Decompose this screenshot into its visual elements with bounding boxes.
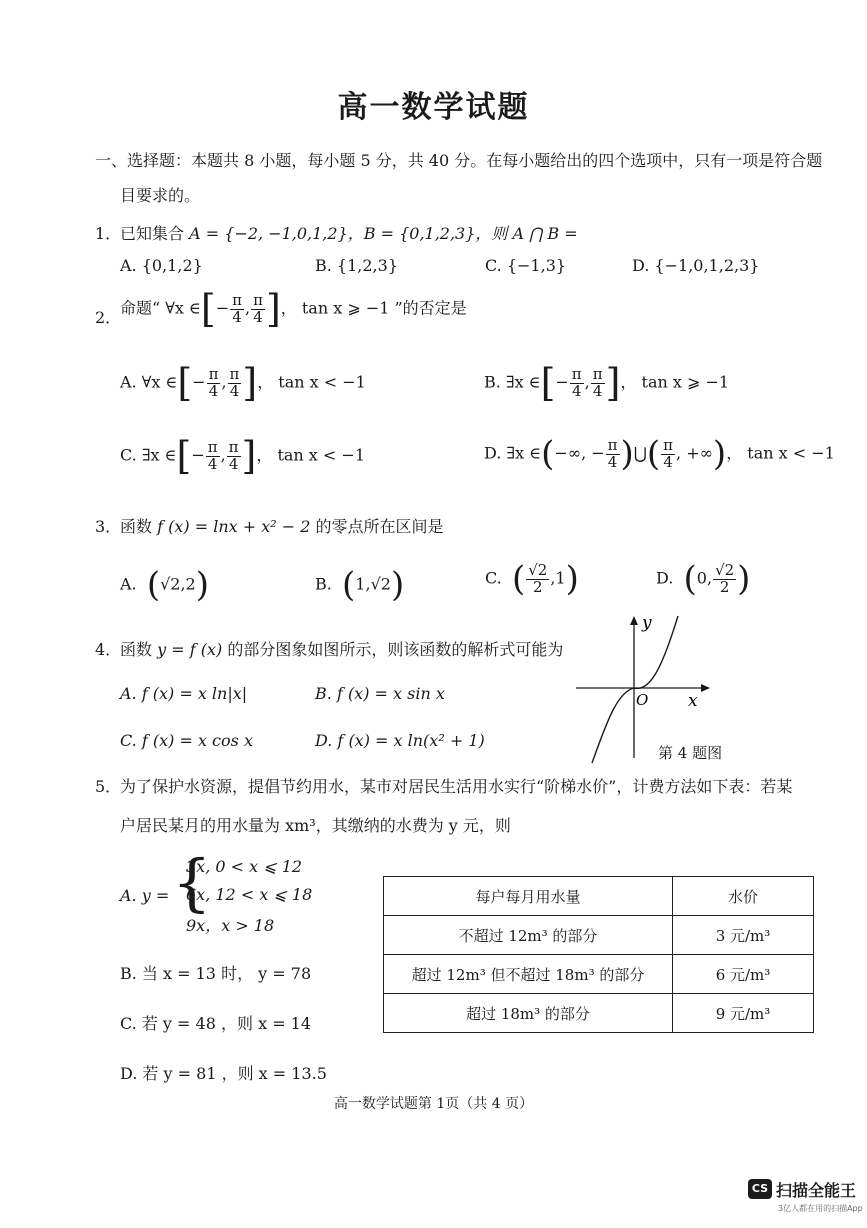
right-paren: ) bbox=[565, 559, 579, 599]
denominator: 4 bbox=[208, 381, 219, 400]
q2-option-c-label: C. ∃x ∈ bbox=[120, 445, 177, 465]
q5-line1: 为了保护水资源，提倡节约用水，某市对居民生活用水实行“阶梯水价”，计费方法如下表：若某 bbox=[120, 777, 793, 796]
q2-option-a: A. ∀x ∈[− $\frac{\pi}{4}$ , $\frac{\pi}{4}$ ]， tan x < −1 bbox=[120, 361, 366, 405]
q4-stem-b: 的部分图象如图所示，则该函数的解析式可能为 bbox=[227, 640, 564, 659]
right-bracket: ] bbox=[265, 287, 281, 331]
left-paren: ( bbox=[541, 434, 555, 474]
denominator: 2 bbox=[532, 577, 543, 596]
fraction-pi-4 bbox=[606, 435, 620, 471]
q4-option-d: D. f (x) = x ln(x² + 1) bbox=[315, 731, 485, 750]
q1-option-b: B. {1,2,3} bbox=[315, 256, 398, 275]
function-curve bbox=[592, 616, 678, 763]
value-0: 0 bbox=[696, 568, 707, 588]
right-bracket: ] bbox=[605, 361, 621, 405]
watermark-app-name: 扫描全能王 bbox=[776, 1181, 857, 1200]
minus-sign: − bbox=[192, 372, 206, 392]
q2-option-b-label: B. ∃x ∈ bbox=[484, 372, 541, 392]
sqrt-2: √2 bbox=[160, 574, 181, 594]
right-paren: ) bbox=[195, 565, 209, 605]
q1-stem-prefix: 已知集合 bbox=[120, 224, 185, 243]
q4-stem-a: 函数 bbox=[120, 640, 153, 659]
denominator: 4 bbox=[607, 452, 618, 471]
q1-stem-math: A = {−2, −1,0,1,2}，B = {0,1,2,3}，则 A ⋂ B = bbox=[189, 224, 578, 243]
numerator: π bbox=[228, 437, 239, 456]
q4-stem bbox=[120, 637, 563, 660]
left-bracket: [ bbox=[177, 361, 193, 405]
q2-option-a-tail: ， tan x < −1 bbox=[257, 372, 366, 392]
denominator: 4 bbox=[232, 307, 242, 326]
table-cell: 3 元/m³ bbox=[673, 916, 814, 955]
fraction-sqrt2-2 bbox=[526, 560, 549, 596]
q4-figure-caption: 第 4 题图 bbox=[658, 744, 723, 762]
minus-sign: − bbox=[555, 372, 569, 392]
q2-option-d-tail: ， tan x < −1 bbox=[726, 443, 835, 463]
numerator: π bbox=[232, 290, 242, 309]
numerator: π bbox=[663, 435, 674, 454]
q3-option-c-label: C. bbox=[485, 568, 502, 588]
q5-option-a-label: A. y = bbox=[120, 886, 170, 905]
right-paren: ) bbox=[737, 559, 751, 599]
value-2: 2 bbox=[185, 574, 196, 594]
value-1: 1 bbox=[355, 574, 366, 594]
table-header-row bbox=[384, 877, 814, 916]
right-paren: ) bbox=[390, 565, 405, 605]
q5-case-3: 9x，x > 18 bbox=[186, 916, 275, 935]
table-header-cell: 水价 bbox=[673, 877, 814, 916]
fraction-pi-4 bbox=[227, 437, 241, 473]
q2-option-b-tail: ， tan x ⩾ −1 bbox=[620, 372, 730, 392]
q3-stem-math: f (x) = lnx + x² − 2 bbox=[157, 517, 311, 536]
q2-option-c: C. ∃x ∈[− $\frac{\pi}{4}$ , $\frac{\pi}{4}$ ]， tan x < −1 bbox=[120, 434, 365, 478]
table-cell: 9 元/m³ bbox=[673, 994, 814, 1033]
q3-option-d-label: D. bbox=[656, 568, 674, 588]
table-row bbox=[384, 994, 814, 1033]
q3-number: 3． bbox=[95, 517, 122, 536]
table-row bbox=[384, 916, 814, 955]
right-bracket: ] bbox=[241, 434, 257, 478]
right-bracket: ] bbox=[242, 361, 258, 405]
denominator: 4 bbox=[592, 381, 603, 400]
denominator: 4 bbox=[228, 454, 239, 473]
q5-option-c: C. 若 y = 48 ，则 x = 14 bbox=[120, 1014, 312, 1033]
left-paren: ( bbox=[646, 434, 661, 474]
minus-sign: − bbox=[215, 298, 230, 318]
left-bracket: [ bbox=[200, 287, 216, 331]
table-header-cell: 每户每月用水量 bbox=[384, 877, 673, 916]
section-heading-line2: 目要求的。 bbox=[120, 186, 201, 205]
q2-option-d-after: , +∞ bbox=[676, 443, 713, 463]
numerator: π bbox=[253, 290, 263, 309]
left-paren: ( bbox=[342, 565, 356, 605]
q1-option-c: C. {−1,3} bbox=[485, 256, 567, 275]
q3-stem-b: 的零点所在区间是 bbox=[315, 517, 444, 536]
q2-option-d bbox=[484, 434, 835, 474]
q5-option-d: D. 若 y = 81 ，则 x = 13.5 bbox=[120, 1064, 327, 1083]
water-price-table bbox=[383, 876, 814, 1033]
right-paren: ) bbox=[712, 434, 727, 474]
value-1: 1 bbox=[555, 568, 566, 588]
q2-stem: 命题“ ∀x ∈[− $\frac{\pi}{4}$ , $\frac{\pi}{4}$ ]， tan x ⩾ −1 ”的否定是 bbox=[120, 287, 467, 331]
q2-stem-a: 命题“ ∀x ∈ bbox=[120, 298, 201, 318]
left-paren: ( bbox=[511, 559, 526, 599]
piecewise-brace: { bbox=[172, 846, 212, 919]
left-paren: ( bbox=[683, 559, 697, 599]
q2-stem-b: ， tan x ⩾ −1 ”的否定是 bbox=[280, 298, 467, 318]
q4-number: 4． bbox=[95, 640, 122, 659]
y-axis-label: y bbox=[642, 613, 652, 633]
page-title: 高一数学试题 bbox=[337, 90, 530, 125]
table-cell: 超过 12m³ 但不超过 18m³ 的部分 bbox=[384, 955, 673, 994]
fraction-pi-4 bbox=[228, 364, 242, 400]
numerator: π bbox=[229, 364, 240, 383]
q2-option-d-label: D. ∃x ∈ bbox=[484, 443, 542, 463]
right-paren: ) bbox=[620, 434, 634, 474]
watermark-tagline: 3亿人都在用的扫描App bbox=[778, 1204, 863, 1213]
q5-case-2: 6x, 12 < x ⩽ 18 bbox=[186, 885, 313, 904]
y-axis-arrow-icon bbox=[630, 616, 638, 625]
q2-option-b: B. ∃x ∈[− $\frac{\pi}{4}$ , $\frac{\pi}{4}$ ]， tan x ⩾ −1 bbox=[484, 361, 730, 405]
x-axis-arrow-icon bbox=[701, 684, 710, 692]
denominator: 4 bbox=[229, 381, 240, 400]
q3-option-b-label: B. bbox=[315, 574, 332, 594]
q1-option-a: A. {0,1,2} bbox=[120, 256, 203, 275]
fraction-pi-4 bbox=[661, 435, 675, 471]
q3-option-a-label: A. bbox=[120, 574, 137, 594]
q5-line2: 户居民某月的用水量为 xm³，其缴纳的水费为 y 元，则 bbox=[120, 816, 511, 835]
q4-option-a: A. f (x) = x ln|x| bbox=[120, 684, 248, 703]
denominator: 2 bbox=[719, 577, 730, 596]
numerator: π bbox=[592, 364, 603, 383]
numerator: √2 bbox=[715, 560, 735, 579]
q1-stem bbox=[120, 221, 578, 244]
q1-option-d: D. {−1,0,1,2,3} bbox=[632, 256, 760, 275]
q3-option-b: B. (1,√2) bbox=[315, 565, 405, 605]
q3-option-c: C. ( $\frac{√2}{2}$ ,1) bbox=[485, 559, 579, 599]
table-cell: 6 元/m³ bbox=[673, 955, 814, 994]
x-axis-label: x bbox=[688, 691, 698, 711]
q3-option-d: D. (0, $\frac{√2}{2}$ ) bbox=[656, 559, 751, 599]
q3-option-a: A. (√2,2) bbox=[120, 565, 209, 605]
fraction-pi-4 bbox=[591, 364, 605, 400]
q5-number: 5． bbox=[95, 777, 122, 796]
left-bracket: [ bbox=[540, 361, 556, 405]
fraction-pi-4 bbox=[207, 364, 221, 400]
left-bracket: [ bbox=[176, 434, 192, 478]
minus-sign: − bbox=[191, 445, 205, 465]
page-footer: 高一数学试题第 1页（共 4 页） bbox=[333, 1096, 534, 1112]
table-cell: 不超过 12m³ 的部分 bbox=[384, 916, 673, 955]
origin-label: O bbox=[636, 691, 649, 709]
q3-stem-a: 函数 bbox=[120, 517, 153, 536]
numerator: π bbox=[607, 435, 618, 454]
fraction-pi-4 bbox=[206, 437, 220, 473]
q4-option-c: C. f (x) = x cos x bbox=[120, 731, 253, 750]
numerator: π bbox=[208, 364, 219, 383]
numerator: √2 bbox=[528, 560, 548, 579]
denominator: 4 bbox=[253, 307, 263, 326]
numerator: π bbox=[571, 364, 582, 383]
denominator: 4 bbox=[663, 452, 673, 471]
q2-number: 2． bbox=[95, 308, 122, 327]
q3-stem bbox=[120, 514, 444, 537]
q4-stem-math: y = f (x) bbox=[157, 640, 223, 659]
q2-option-c-tail: ， tan x < −1 bbox=[256, 445, 365, 465]
denominator: 4 bbox=[571, 381, 582, 400]
q5-option-b: B. 当 x = 13 时， y = 78 bbox=[120, 964, 312, 983]
fraction-pi-4 bbox=[251, 290, 265, 326]
section-heading-line1: 一、选择题：本题共 8 小题，每小题 5 分，共 40 分。在每小题给出的四个选项中，只有一项是符合题 bbox=[95, 151, 823, 170]
table-cell: 超过 18m³ 的部分 bbox=[384, 994, 673, 1033]
sqrt-2: √2 bbox=[370, 574, 391, 594]
q2-option-a-label: A. ∀x ∈ bbox=[120, 372, 178, 392]
q4-option-b: B. f (x) = x sin x bbox=[315, 684, 445, 703]
union-symbol: ⋃ bbox=[633, 443, 647, 463]
left-paren: ( bbox=[146, 565, 161, 605]
denominator: 4 bbox=[207, 454, 218, 473]
numerator: π bbox=[207, 437, 218, 456]
fraction-sqrt2-2 bbox=[713, 560, 736, 596]
q1-number: 1． bbox=[95, 224, 122, 243]
q5-case-1: 3x, 0 < x ⩽ 12 bbox=[186, 857, 303, 876]
camscanner-logo-icon: CS bbox=[748, 1179, 772, 1199]
table-row bbox=[384, 955, 814, 994]
fraction-pi-4 bbox=[570, 364, 584, 400]
fraction-pi-4 bbox=[230, 290, 244, 326]
q2-option-d-mid: −∞, − bbox=[554, 443, 605, 463]
